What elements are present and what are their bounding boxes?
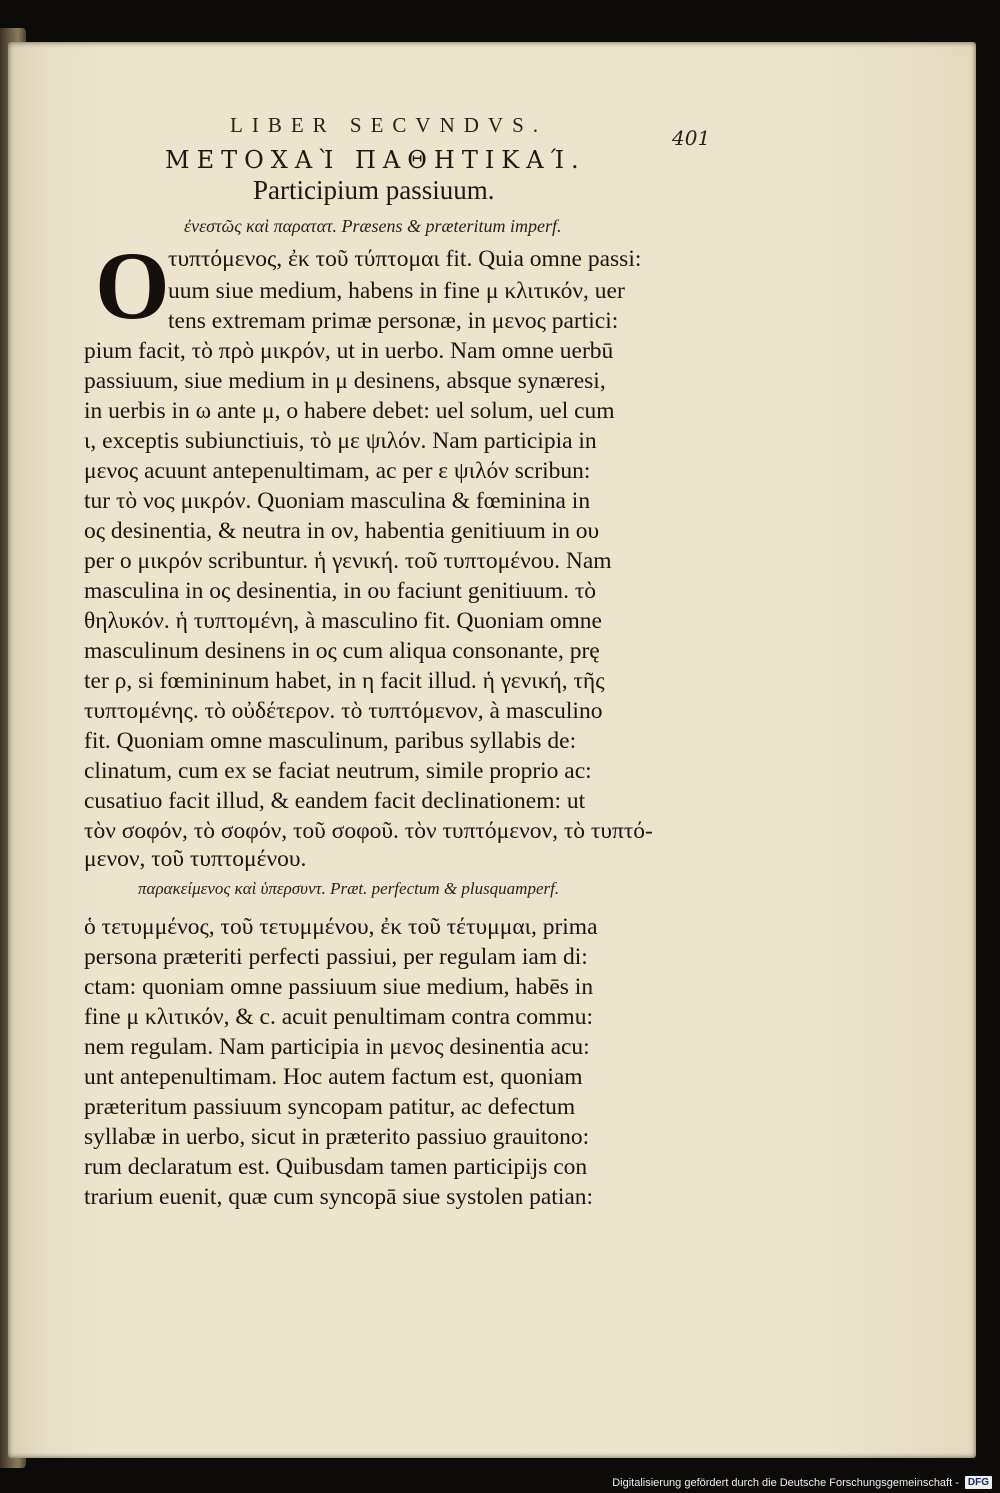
text-line: unt antepenultimam. Hoc autem factum est, quoniam — [84, 1064, 583, 1090]
text-line: pium facit, τὸ πρὸ μικρόν, ut in uerbo. Nam omne uerbū — [84, 338, 614, 364]
text-line: masculina in ος desinentia, in ου faciunt genitiuum. τὸ — [84, 578, 597, 604]
drop-capital: O — [95, 232, 170, 339]
text-line: μενον, τοῦ τυπτομένου. — [84, 846, 307, 872]
text-line: tens extremam primæ personæ, in μενος partici: — [168, 308, 619, 334]
text-line: tur τὸ νος μικρόν. Quoniam masculina & fœminina in — [84, 488, 591, 514]
greek-title: ΜΕΤΟΧΑῚ ΠΑΘΗΤΙΚΑΊ. — [165, 146, 586, 174]
section-caption-perfect: παρακείμενος καὶ ὑπερσυντ. Præt. perfectum & plusquamperf. — [138, 879, 560, 898]
text-line: τυπτομένης. τὸ οὐδέτερον. τὸ τυπτόμενον, à masculino — [84, 698, 603, 724]
text-line: fine μ κλιτικόν, & c. acuit penultimam contra commu: — [84, 1004, 593, 1030]
footer-credit — [612, 1476, 992, 1489]
text-line: ctam: quoniam omne passiuum siue medium, habēs in — [84, 974, 594, 1000]
text-line: fit. Quoniam omne masculinum, paribus syllabis de: — [84, 728, 577, 754]
text-line: in uerbis in ω ante μ, ο habere debet: uel solum, uel cum — [84, 398, 615, 424]
text-line: ὁ τετυμμένος, τοῦ τετυμμένου, ἐκ τοῦ τέτυμμαι, prima — [84, 914, 598, 940]
text-line: passiuum, siue medium in μ desinens, absque synæresi, — [84, 368, 606, 394]
text-line: θηλυκόν. ἡ τυπτομένη, à masculino fit. Quoniam omne — [84, 608, 602, 634]
text-line: ος desinentia, & neutra in ον, habentia genitiuum in ου — [84, 518, 600, 544]
text-line: clinatum, cum ex se faciat neutrum, simile proprio ac: — [84, 758, 592, 784]
text-line: τυπτόμενος, ἐκ τοῦ τύπτομαι fit. Quia omne passi: — [168, 246, 642, 272]
text-line: persona præteriti perfecti passiui, per regulam iam di: — [84, 944, 588, 970]
text-line: τὸν σοφόν, τὸ σοφόν, τοῦ σοφοῦ. τὸν τυπτόμενον, τὸ τυπτό- — [84, 818, 653, 844]
text-line: masculinum desinens in ος cum aliqua consonante, prę — [84, 638, 600, 664]
text-line: μενος acuunt antepenultimam, ac per ε ψιλόν scribun: — [84, 458, 591, 484]
text-line: rum declaratum est. Quibusdam tamen participijs con — [84, 1154, 588, 1180]
page-number: 401 — [672, 126, 711, 150]
text-line: præteritum passiuum syncopam patitur, ac defectum — [84, 1094, 576, 1120]
text-line: uum siue medium, habens in fine μ κλιτικόν, uer — [168, 278, 625, 304]
section-subtitle: Participium passiuum. — [253, 175, 495, 205]
text-line: syllabæ in uerbo, sicut in præterito passiuo grauitono: — [84, 1124, 590, 1150]
text-line: ι, exceptis subiunctiuis, τὸ με ψιλόν. Nam participia in — [84, 428, 597, 454]
text-line: nem regulam. Nam participia in μενος desinentia acu: — [84, 1034, 590, 1060]
text-line: cusatiuo facit illud, & eandem facit declinationem: ut — [84, 788, 586, 814]
section-caption-present: ἐνεστῶς καὶ παρατατ. Præsens & præteritum imperf. — [184, 216, 562, 236]
dfg-logo: DFG — [965, 1476, 992, 1489]
text-line: trarium euenit, quæ cum syncopā siue systolen patian: — [84, 1184, 594, 1210]
text-line: per ο μικρόν scribuntur. ἡ γενική. τοῦ τυπτομένου. Nam — [84, 548, 612, 574]
running-head: LIBER SECVNDVS. — [230, 113, 548, 137]
text-line: ter ρ, si fœmininum habet, in η facit illud. ἡ γενική, τῆς — [84, 668, 605, 694]
footer-text: Digitalisierung gefördert durch die Deutsche Forschungsgemeinschaft - — [612, 1476, 959, 1489]
